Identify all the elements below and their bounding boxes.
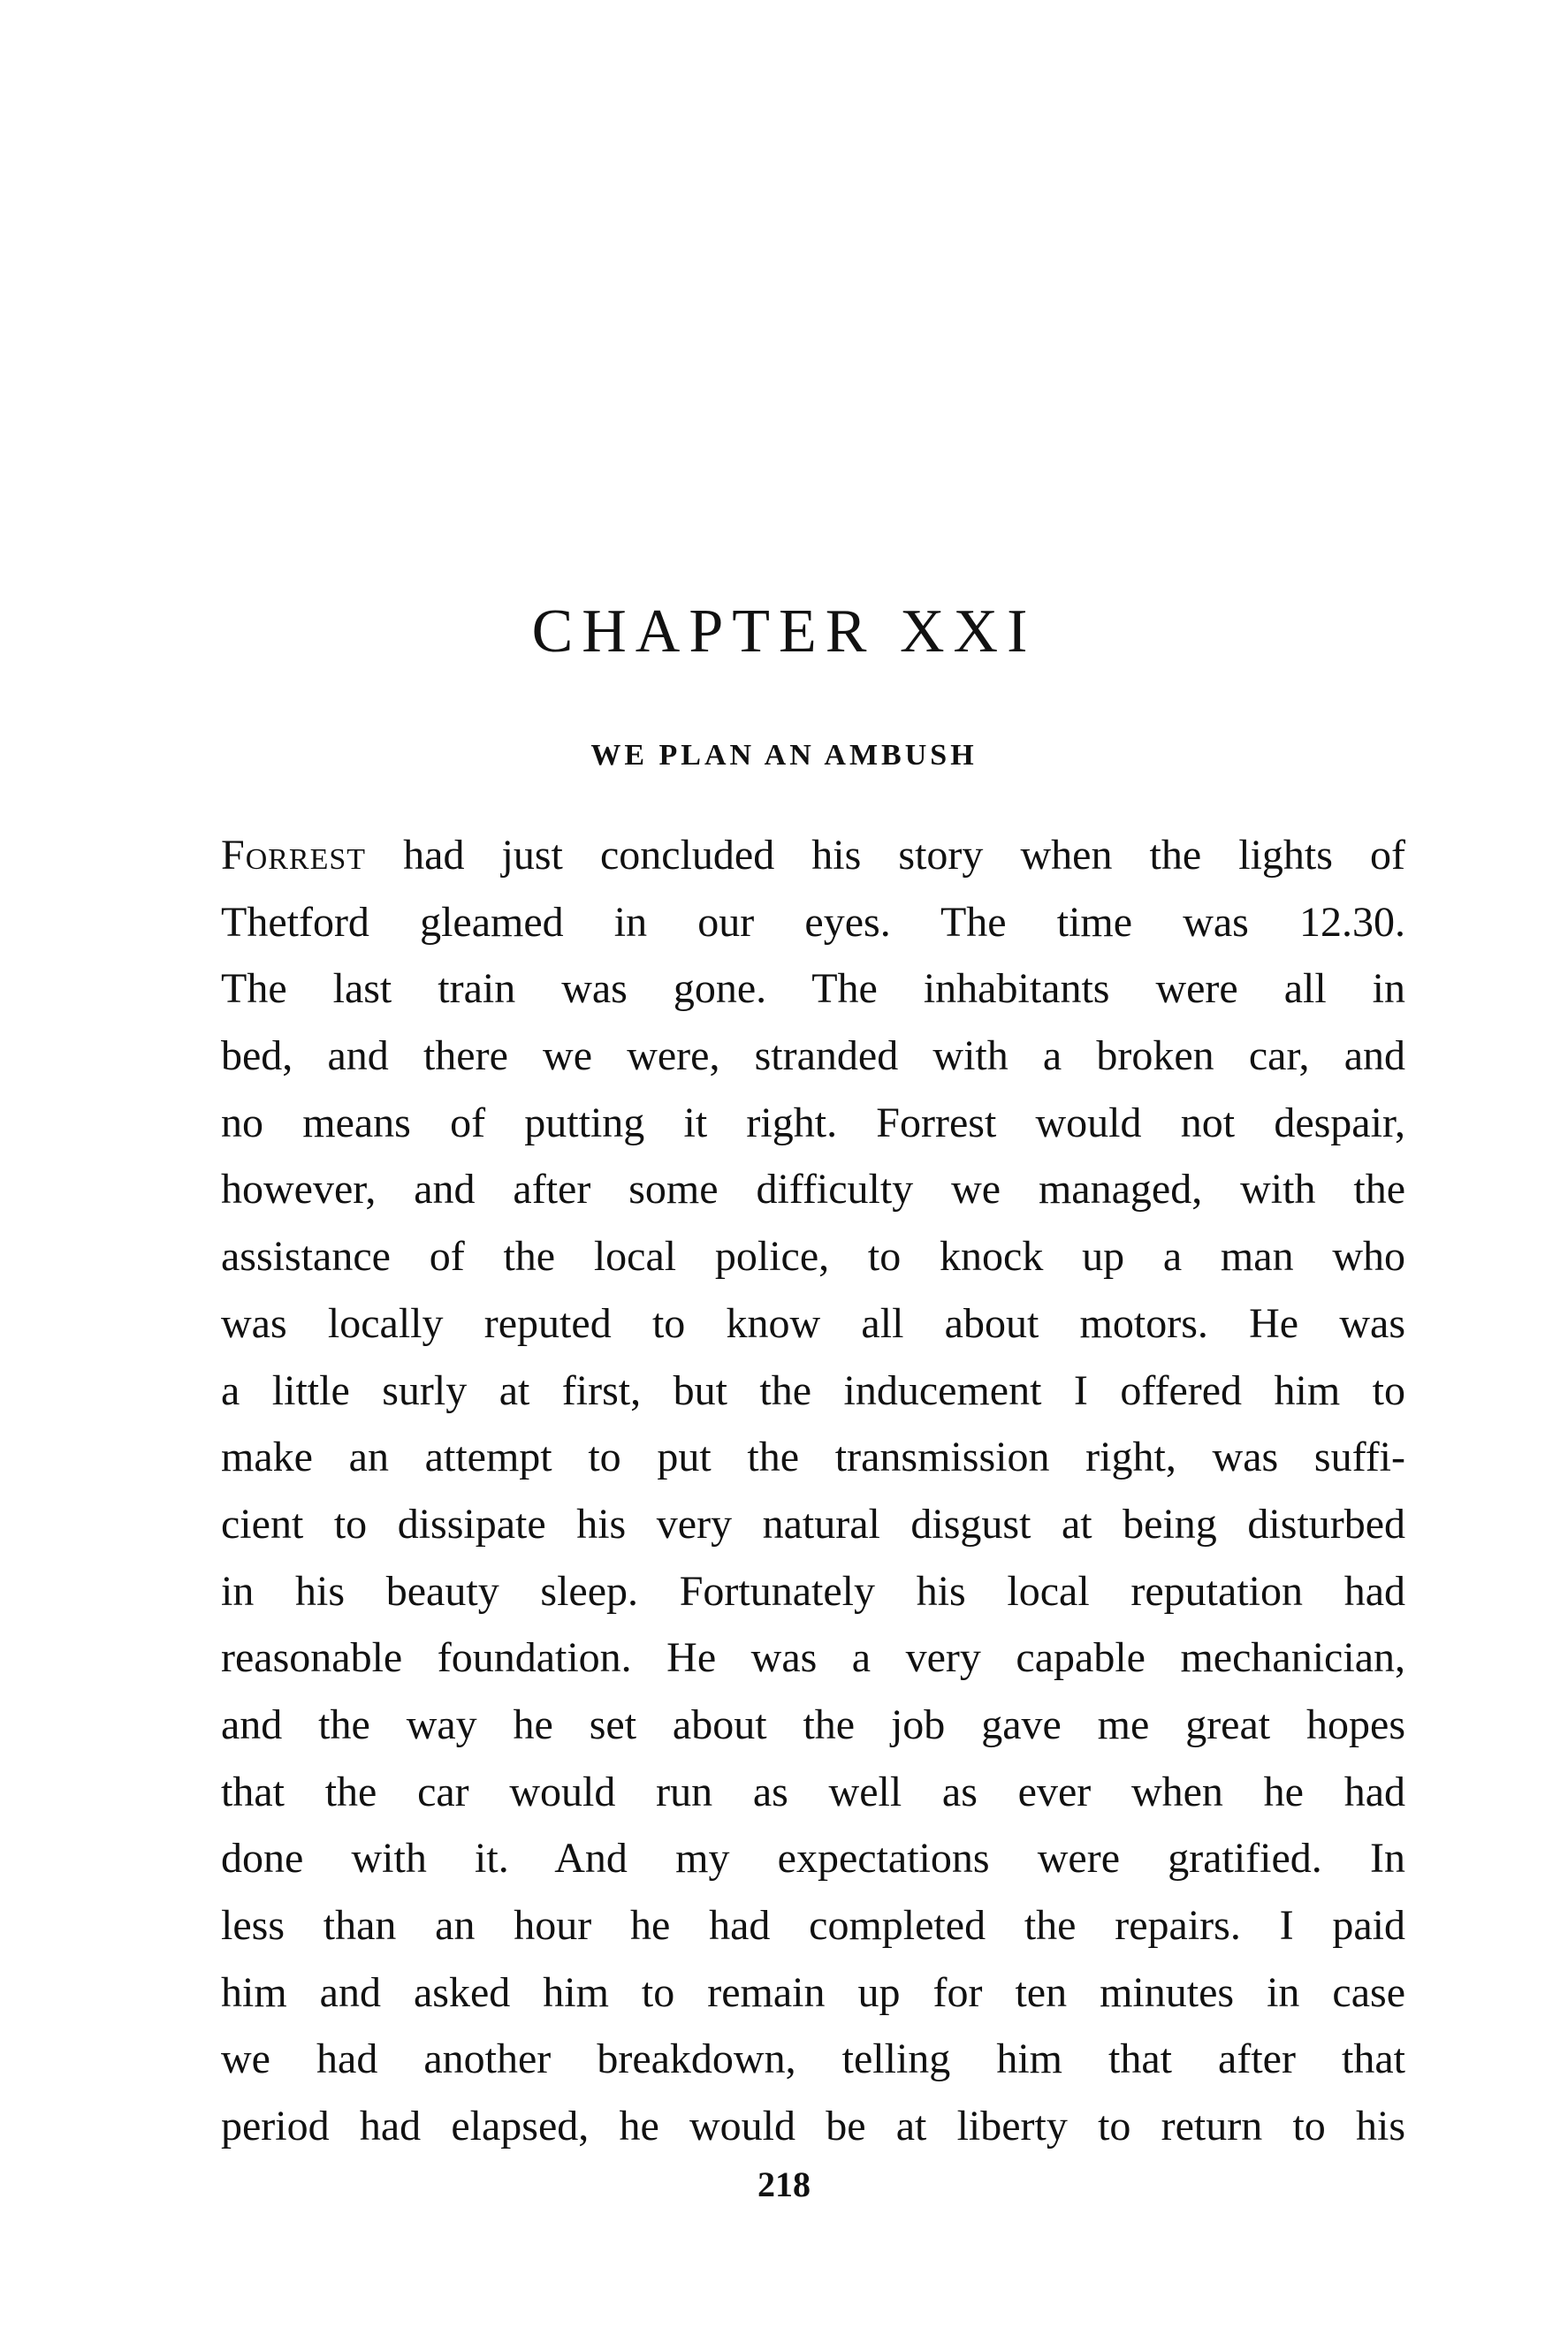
chapter-subtitle: WE PLAN AN AMBUSH xyxy=(590,739,978,772)
body-text xyxy=(221,822,1405,2160)
text-line: Thetford gleamed in our eyes. The time was 12.30. xyxy=(221,898,1405,946)
chapter-heading: CHAPTER XXI xyxy=(531,597,1037,666)
text-line: that the car would run as well as ever when he had xyxy=(221,1768,1405,1815)
text-line: him and asked him to remain up for ten minutes in case xyxy=(221,1968,1405,2016)
text-line: however, and after some difficulty we managed, with the xyxy=(221,1166,1405,1214)
text-line: assistance of the local police, to knock up a man who xyxy=(221,1233,1405,1281)
text-line: done with it. And my expectations were gratified. In xyxy=(221,1835,1405,1883)
text-line: bed, and there we were, stranded with a broken car, and xyxy=(221,1032,1405,1080)
text-line: less than an hour he had completed the repairs. I paid xyxy=(221,1902,1405,1949)
text-line: no means of putting it right. Forrest would not despair, xyxy=(221,1099,1405,1146)
first-word: Forrest xyxy=(221,832,367,879)
text-line: in his beauty sleep. Fortunately his local reputation had xyxy=(221,1567,1405,1615)
text-line xyxy=(221,822,1405,889)
text-line: a little surly at first, but the inducement I offered him to xyxy=(221,1366,1405,1414)
text-line: and the way he set about the job gave me great hopes xyxy=(221,1700,1405,1748)
text-line: period had elapsed, he would be at liberty to return to his xyxy=(221,2103,1405,2150)
text-line: we had another breakdown, telling him that after that xyxy=(221,2035,1405,2083)
page-number: 218 xyxy=(757,2165,811,2204)
text-line: was locally reputed to know all about motors. He was xyxy=(221,1299,1405,1347)
text-line: make an attempt to put the transmission right, was suffi- xyxy=(221,1434,1405,1481)
text-line: cient to dissipate his very natural disgust at being disturbed xyxy=(221,1500,1405,1548)
first-line-rest: had just concluded his story when the lights of xyxy=(403,832,1406,879)
text-line: The last train was gone. The inhabitants were all in xyxy=(221,965,1405,1013)
text-line: reasonable foundation. He was a very capable mechanician, xyxy=(221,1634,1405,1682)
